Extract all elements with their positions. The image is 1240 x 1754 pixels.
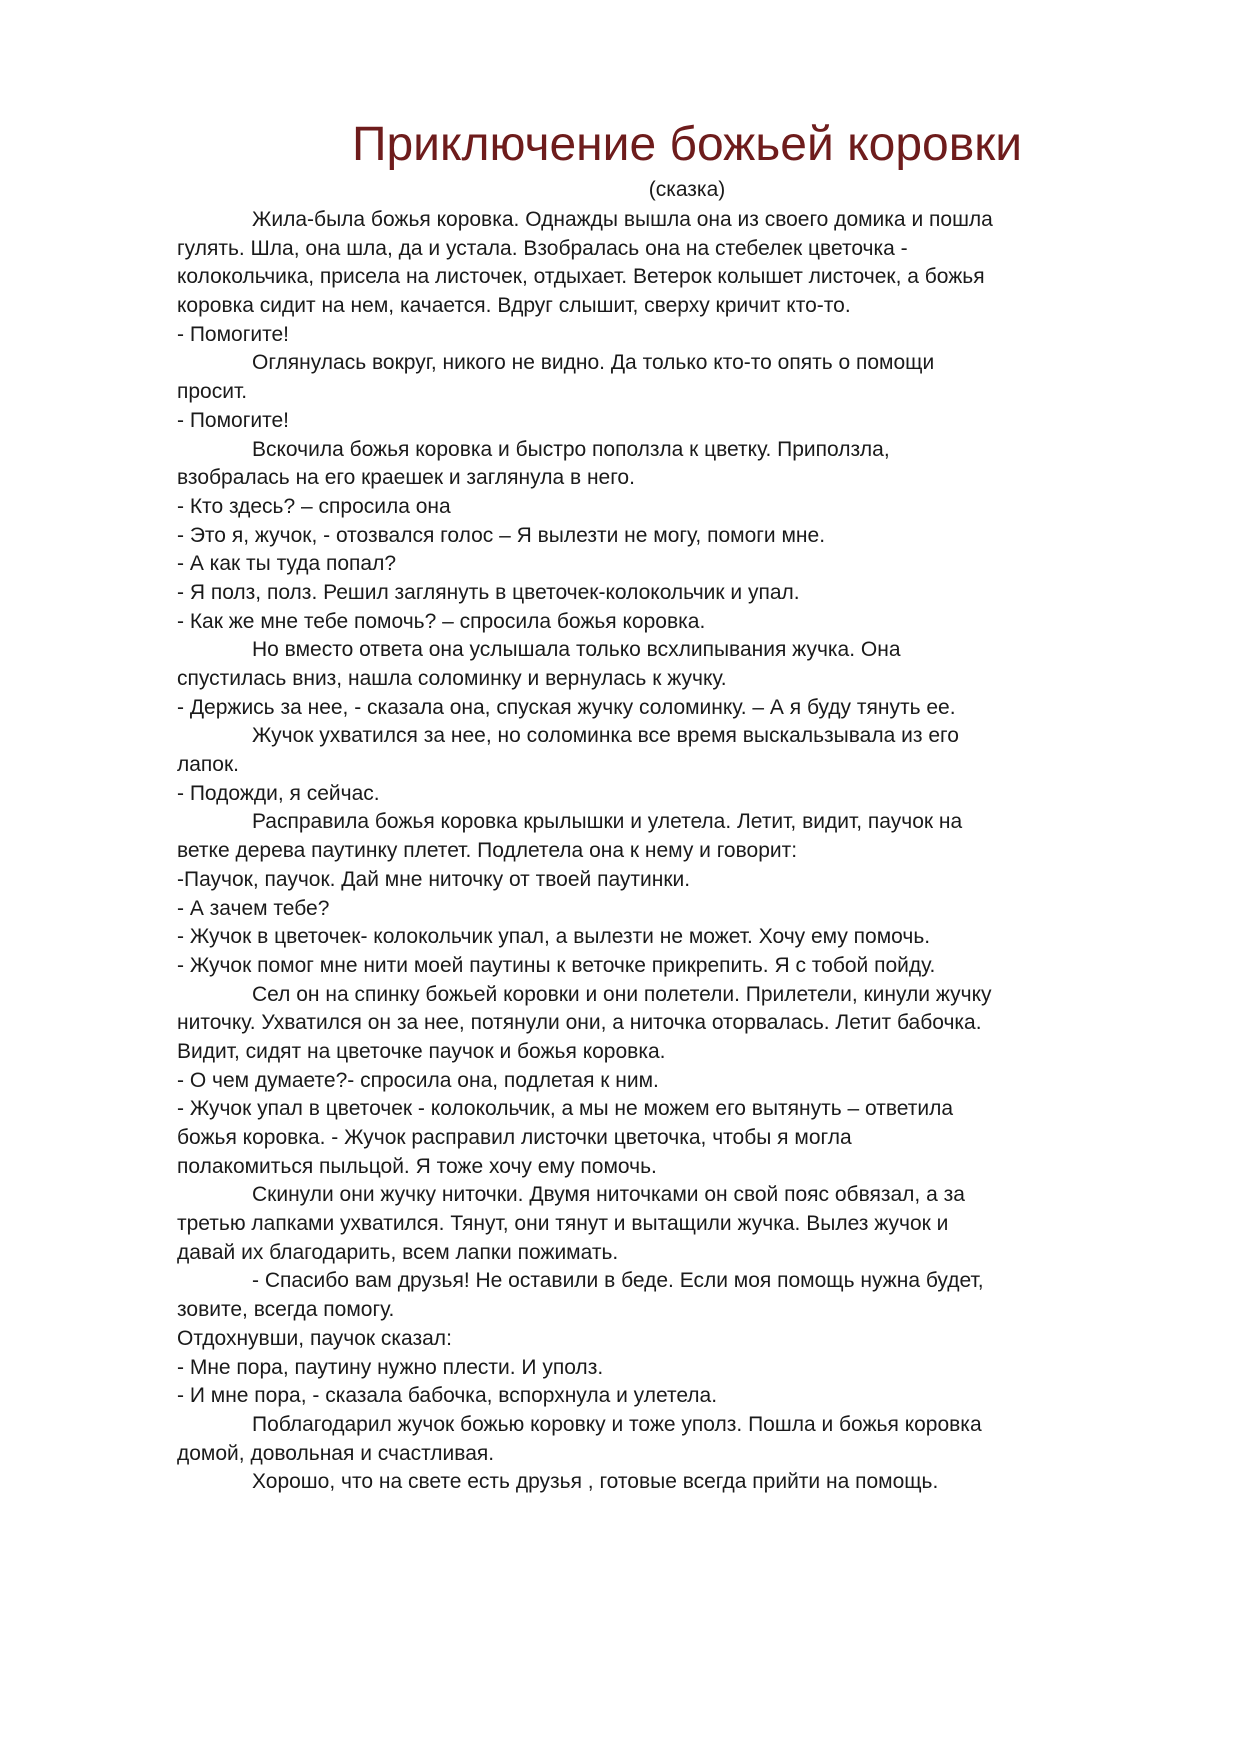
text-line: Поблагодарил жучок божью коровку и тоже уполз. Пошла и божья коровка — [252, 1412, 982, 1436]
text-line: спустилась вниз, нашла соломинку и вернулась к жучку. — [177, 667, 727, 690]
text-line: ниточку. Ухватился он за нее, потянули они, а ниточка оторвалась. Летит бабочка. — [177, 1011, 982, 1035]
text-line: - Держись за нее, - сказала она, спуская жучку соломинку. – А я буду тянуть ее. — [177, 695, 956, 719]
text-line: - Жучок в цветочек- колокольчик упал, а вылезти не может. Хочу ему помочь. — [177, 925, 931, 949]
text-line: - О чем думаете?- спросила она, подлетая к ним. — [177, 1068, 659, 1092]
text-line: - Это я, жучок, - отозвался голос – Я вылезти не могу, помоги мне. — [177, 523, 826, 547]
text-line: давай их благодарить, всем лапки пожимать. — [177, 1240, 619, 1264]
text-line: - Кто здесь? – спросила она — [177, 494, 451, 518]
text-line: - Как же мне тебе помочь? – спросила божья коровка. — [177, 609, 706, 633]
text-line: Скинули они жучку ниточки. Двумя ниточками он свой пояс обвязал, а за — [252, 1183, 965, 1207]
text-line: лапок. — [177, 753, 240, 777]
text-line: Жила-была божья коровка. Однажды вышла она из своего домика и пошла — [252, 208, 993, 231]
text-line: Вскочила божья коровка и быстро поползла к цветку. Приползла, — [252, 437, 890, 461]
text-line: - Помогите! — [177, 408, 290, 432]
text-line: - Спасибо вам друзья! Не оставили в беде. Если моя помощь нужна будет, — [252, 1269, 984, 1293]
text-line: домой, довольная и счастливая. — [177, 1441, 495, 1465]
text-line: взобралась на его краешек и заглянула в него. — [177, 466, 635, 490]
text-line: божья коровка. - Жучок расправил листочки цветочка, чтобы я могла — [177, 1126, 852, 1149]
text-line: - Я полз, полз. Решил заглянуть в цветочек-колокольчик и упал. — [177, 580, 800, 604]
text-line: Сел он на спинку божьей коровки и они полетели. Прилетели, кинули жучку — [252, 982, 992, 1006]
text-line: - Жучок упал в цветочек - колокольчик, а мы не можем его вытянуть – ответила — [177, 1097, 954, 1121]
text-line: зовите, всегда помогу. — [177, 1298, 395, 1322]
text-line: Хорошо, что на свете есть друзья , готовые всегда прийти на помощь. — [252, 1470, 939, 1494]
text-line: - Подожди, я сейчас. — [177, 781, 380, 805]
text-line: Но вместо ответа она услышала только всхлипывания жучка. Она — [252, 638, 901, 662]
text-line: Видит, сидят на цветочке паучок и божья коровка. — [177, 1039, 666, 1063]
text-line: колокольчика, присела на листочек, отдыхает. Ветерок колышет листочек, а божья — [177, 265, 985, 289]
document-title: Приключение божьей коровки — [351, 118, 1023, 171]
text-line: Жучок ухватился за нее, но соломинка все время выскальзывала из его — [252, 724, 959, 748]
text-line: Оглянулась вокруг, никого не видно. Да только кто-то опять о помощи — [252, 351, 935, 375]
text-line: просит. — [177, 380, 248, 404]
story-body — [177, 206, 1177, 1497]
text-line: - Жучок помог мне нити моей паутины к веточке прикрепить. Я с тобой пойду. — [177, 953, 936, 977]
text-line: Расправила божья коровка крылышки и улетела. Летит, видит, паучок на — [252, 810, 963, 834]
text-line: -Паучок, паучок. Дай мне ниточку от твоей паутинки. — [177, 867, 691, 891]
text-line: - Помогите! — [177, 322, 290, 346]
text-line: полакомиться пыльцой. Я тоже хочу ему помочь. — [177, 1154, 657, 1178]
text-line: третью лапками ухватился. Тянут, они тянут и вытащили жучка. Вылез жучок и — [177, 1212, 949, 1236]
text-line: - А как ты туда попал? — [177, 552, 397, 576]
text-line: ветке дерева паутинку плетет. Подлетела она к нему и говорит: — [177, 839, 798, 863]
text-line: - А зачем тебе? — [177, 896, 330, 920]
document-subtitle: (сказка) — [648, 178, 726, 201]
text-line: гулять. Шла, она шла, да и устала. Взобралась она на стебелек цветочка - — [177, 236, 908, 260]
text-line: коровка сидит на нем, качается. Вдруг слышит, сверху кричит кто-то. — [177, 294, 851, 318]
text-line: - И мне пора, - сказала бабочка, вспорхнула и улетела. — [177, 1384, 718, 1408]
text-line: - Мне пора, паутину нужно плести. И уполз. — [177, 1355, 604, 1379]
text-line: Отдохнувши, паучок сказал: — [177, 1326, 452, 1350]
